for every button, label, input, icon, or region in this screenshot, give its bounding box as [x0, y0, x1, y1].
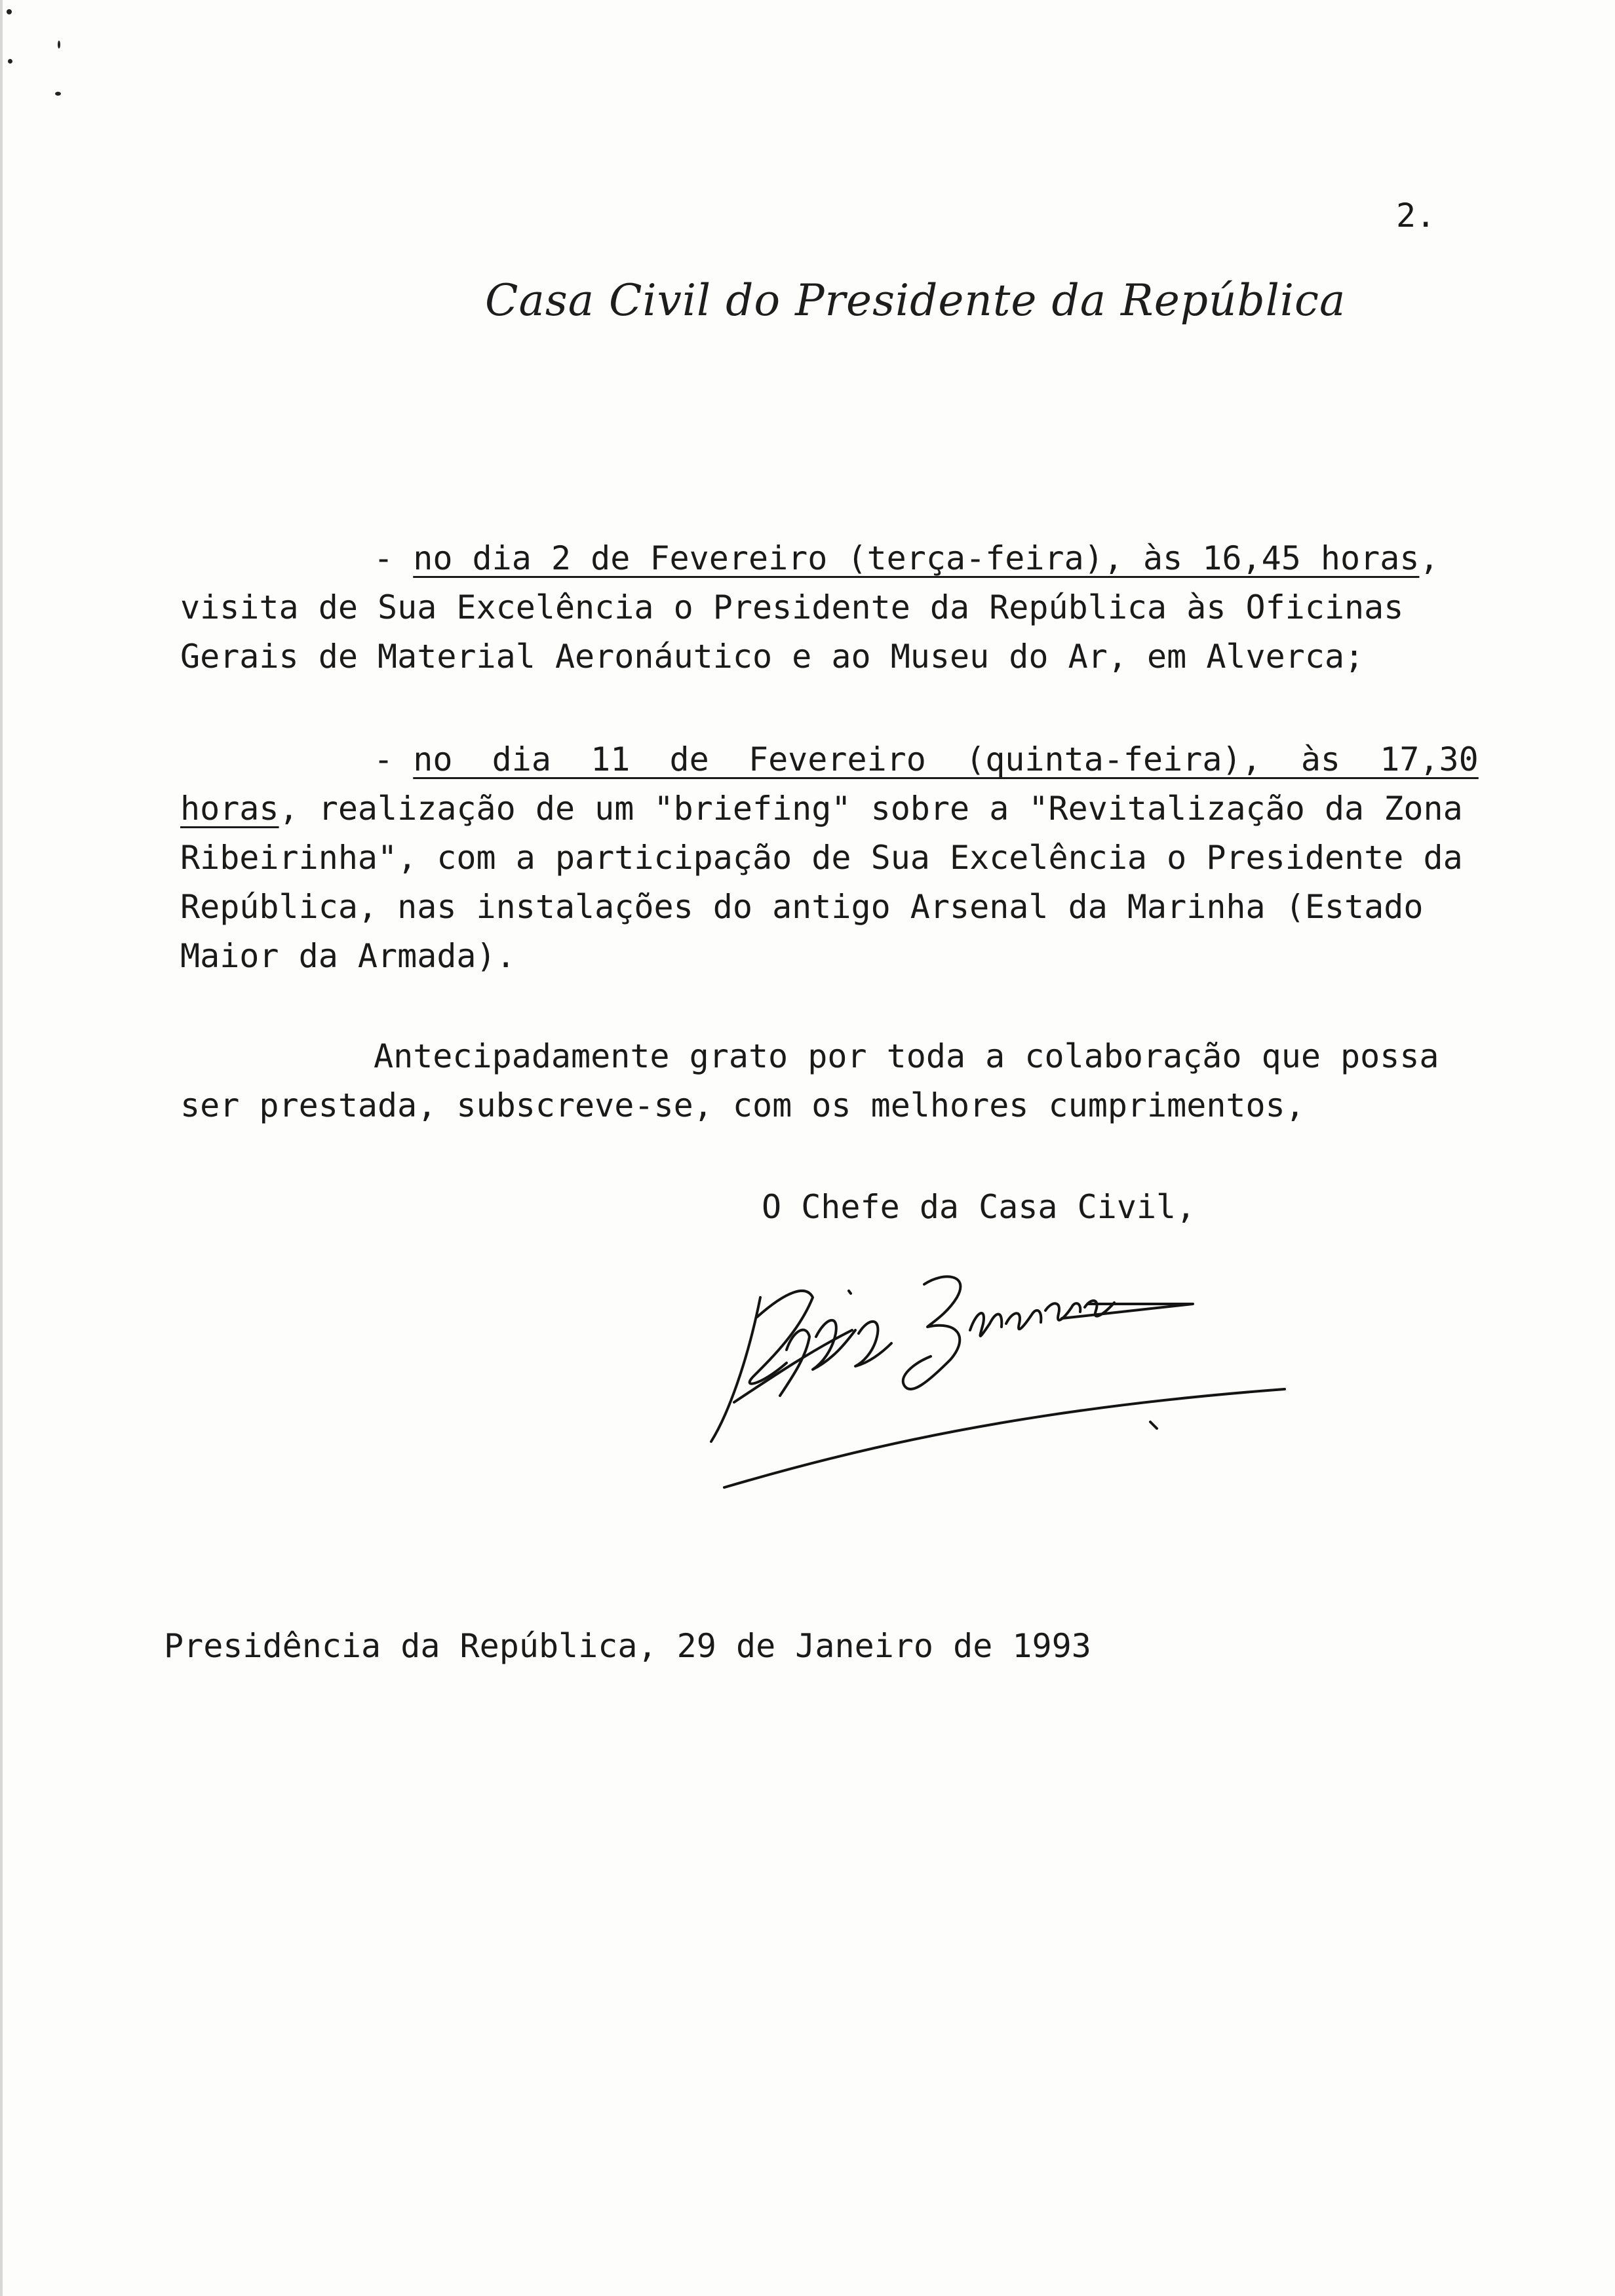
item-1-line-2: visita de Sua Excelência o Presidente da República às Oficinas [180, 588, 1404, 626]
item-1-date-time: no dia 2 de Fevereiro (terça-feira), às 16,45 horas [413, 539, 1420, 577]
scan-edge [0, 0, 3, 2296]
item-1-comma: , [1419, 539, 1439, 577]
item-2-line-5: Maior da Armada). [180, 937, 516, 975]
item-2-line-4: República, nas instalações do antigo Arsenal da Marinha (Estado [180, 888, 1424, 926]
letterhead: Casa Civil do Presidente da República [485, 275, 1346, 326]
item-2-hours: horas [180, 790, 279, 828]
scan-speck [58, 41, 60, 48]
scan-speck [55, 92, 61, 96]
signature-icon [695, 1245, 1298, 1494]
item-2-line-3: Ribeirinha", com a participação de Sua Excelência o Presidente da [180, 839, 1463, 877]
page-number: 2. [1396, 197, 1436, 235]
closing-line-1: Antecipadamente grato por toda a colaboração que possa [374, 1037, 1439, 1075]
item-2-line-2-tail: , realização de um "briefing" sobre a "Revitalização da Zona [279, 790, 1463, 828]
item-2-date-time: no dia 11 de Fevereiro (quinta-feira), às 17,30 [413, 740, 1479, 778]
scan-speck [7, 9, 12, 14]
item-2-dash: - [374, 740, 414, 778]
item-2-line-1 [374, 735, 1479, 784]
item-1-line-1 [374, 534, 1439, 583]
item-1-dash: - [374, 539, 414, 577]
item-2-line-2 [180, 784, 1463, 833]
scan-speck [8, 59, 12, 64]
place-and-date: Presidência da República, 29 de Janeiro de 1993 [164, 1627, 1091, 1665]
closing-line-2: ser prestada, subscreve-se, com os melhores cumprimentos, [180, 1086, 1305, 1124]
signoff: O Chefe da Casa Civil, [762, 1188, 1196, 1226]
item-1-line-3: Gerais de Material Aeronáutico e ao Museu do Ar, em Alverca; [180, 638, 1365, 676]
